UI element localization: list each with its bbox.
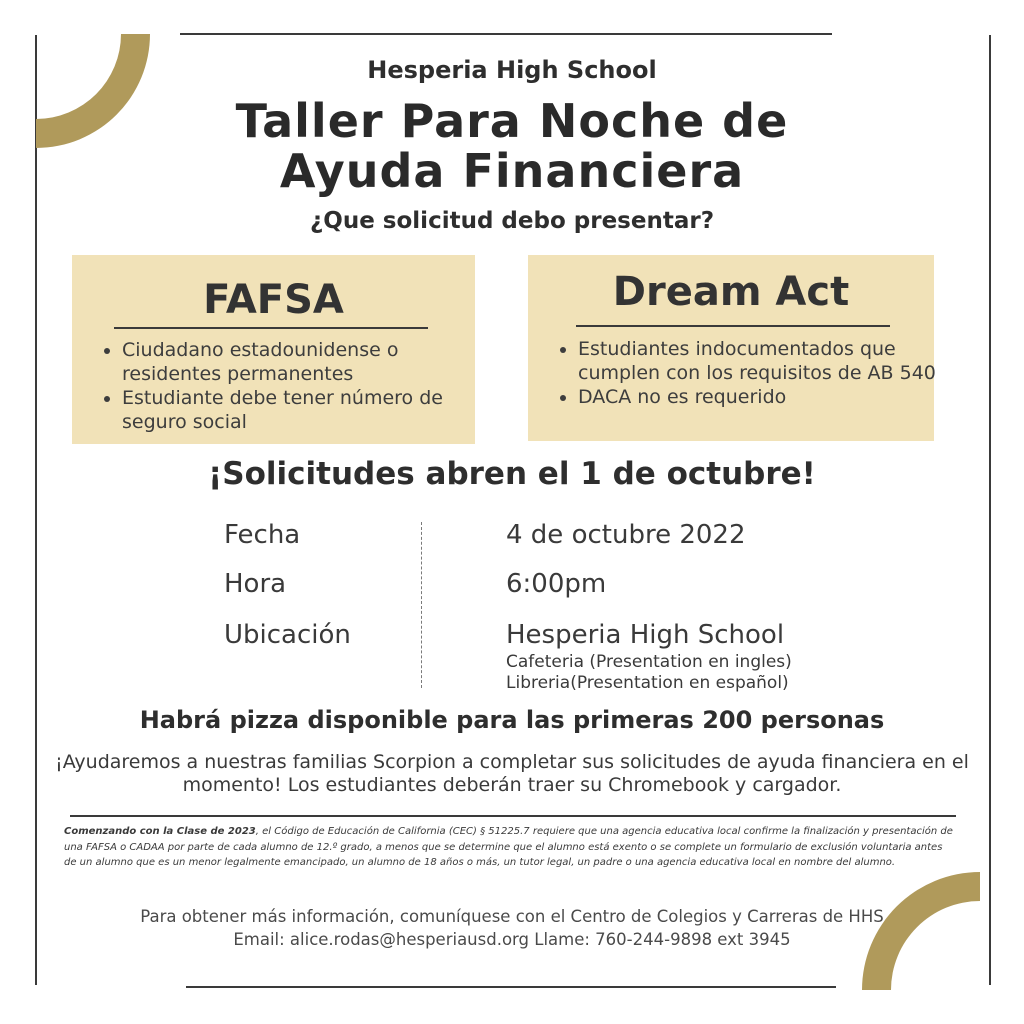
date-value: 4 de octubre 2022 bbox=[506, 520, 746, 550]
top-border-line bbox=[180, 33, 832, 35]
bottom-border-line bbox=[186, 986, 836, 988]
location-cafeteria: Cafeteria (Presentation en ingles) bbox=[506, 652, 792, 672]
title-line-1: Taller Para Noche de bbox=[235, 94, 789, 148]
applications-open-notice: ¡Solicitudes abren el 1 de octubre! bbox=[208, 456, 816, 492]
legal-lead: Comenzando con la Clase de 2023 bbox=[64, 826, 256, 837]
details-divider bbox=[421, 522, 422, 688]
dream-act-title: Dream Act bbox=[612, 269, 850, 315]
pizza-notice: Habrá pizza disponible para las primeras 200 personas bbox=[139, 706, 885, 734]
legal-body: , el Código de Educación de California (CEC) § 51225.7 requiere que una agencia educativa local confirme la finalización y presentación de una FAFSA o CADAA por parte de cada alumno de 12.º grado, a menos que se determine que el alumno está exento o se complete un formulario de exclusión voluntaria antes de un alumno que es un menor legalmente emancipado, un alumno de 18 años o más, un tutor legal, un padre o una agencia educativa local en nombre del alumno. bbox=[64, 826, 953, 868]
school-name: Hesperia High School bbox=[367, 56, 657, 84]
list-item: • Ciudadano estadounidense o residentes permanentes bbox=[122, 338, 492, 386]
legal-notice bbox=[64, 824, 954, 871]
location-library: Libreria(Presentation en español) bbox=[506, 673, 789, 693]
list-item: • Estudiantes indocumentados que cumplen con los requisitos de AB 540 bbox=[578, 337, 948, 385]
contact-line-1: Para obtener más información, comuníquese con el Centro de Colegios y Carreras de HHS bbox=[140, 907, 884, 926]
section-divider bbox=[70, 815, 956, 817]
fafsa-list bbox=[98, 338, 492, 434]
list-item: • DACA no es requerido bbox=[578, 385, 948, 409]
location-value: Hesperia High School bbox=[506, 620, 785, 650]
fafsa-underline bbox=[114, 327, 428, 329]
date-label: Fecha bbox=[224, 520, 301, 550]
contact-info bbox=[40, 905, 984, 951]
time-value: 6:00pm bbox=[506, 569, 607, 599]
location-label: Ubicación bbox=[224, 620, 351, 650]
dream-act-box bbox=[528, 255, 934, 441]
title-line-2: Ayuda Financiera bbox=[279, 144, 745, 198]
help-message: ¡Ayudaremos a nuestras familias Scorpion a completar sus solicitudes de ayuda financiera en el momento! Los estudiantes deberán traer su Chromebook y cargador. bbox=[55, 751, 969, 796]
application-question: ¿Que solicitud debo presentar? bbox=[309, 208, 715, 234]
fafsa-title: FAFSA bbox=[203, 277, 344, 323]
contact-line-2: Email: alice.rodas@hesperiausd.org Llame: 760-244-9898 ext 3945 bbox=[233, 930, 791, 949]
time-label: Hora bbox=[224, 569, 287, 599]
dream-act-list bbox=[554, 337, 948, 409]
list-item: • Estudiante debe tener número de seguro social bbox=[122, 386, 492, 434]
page-title bbox=[0, 96, 1024, 196]
fafsa-box bbox=[72, 255, 475, 444]
dream-act-underline bbox=[576, 325, 890, 327]
